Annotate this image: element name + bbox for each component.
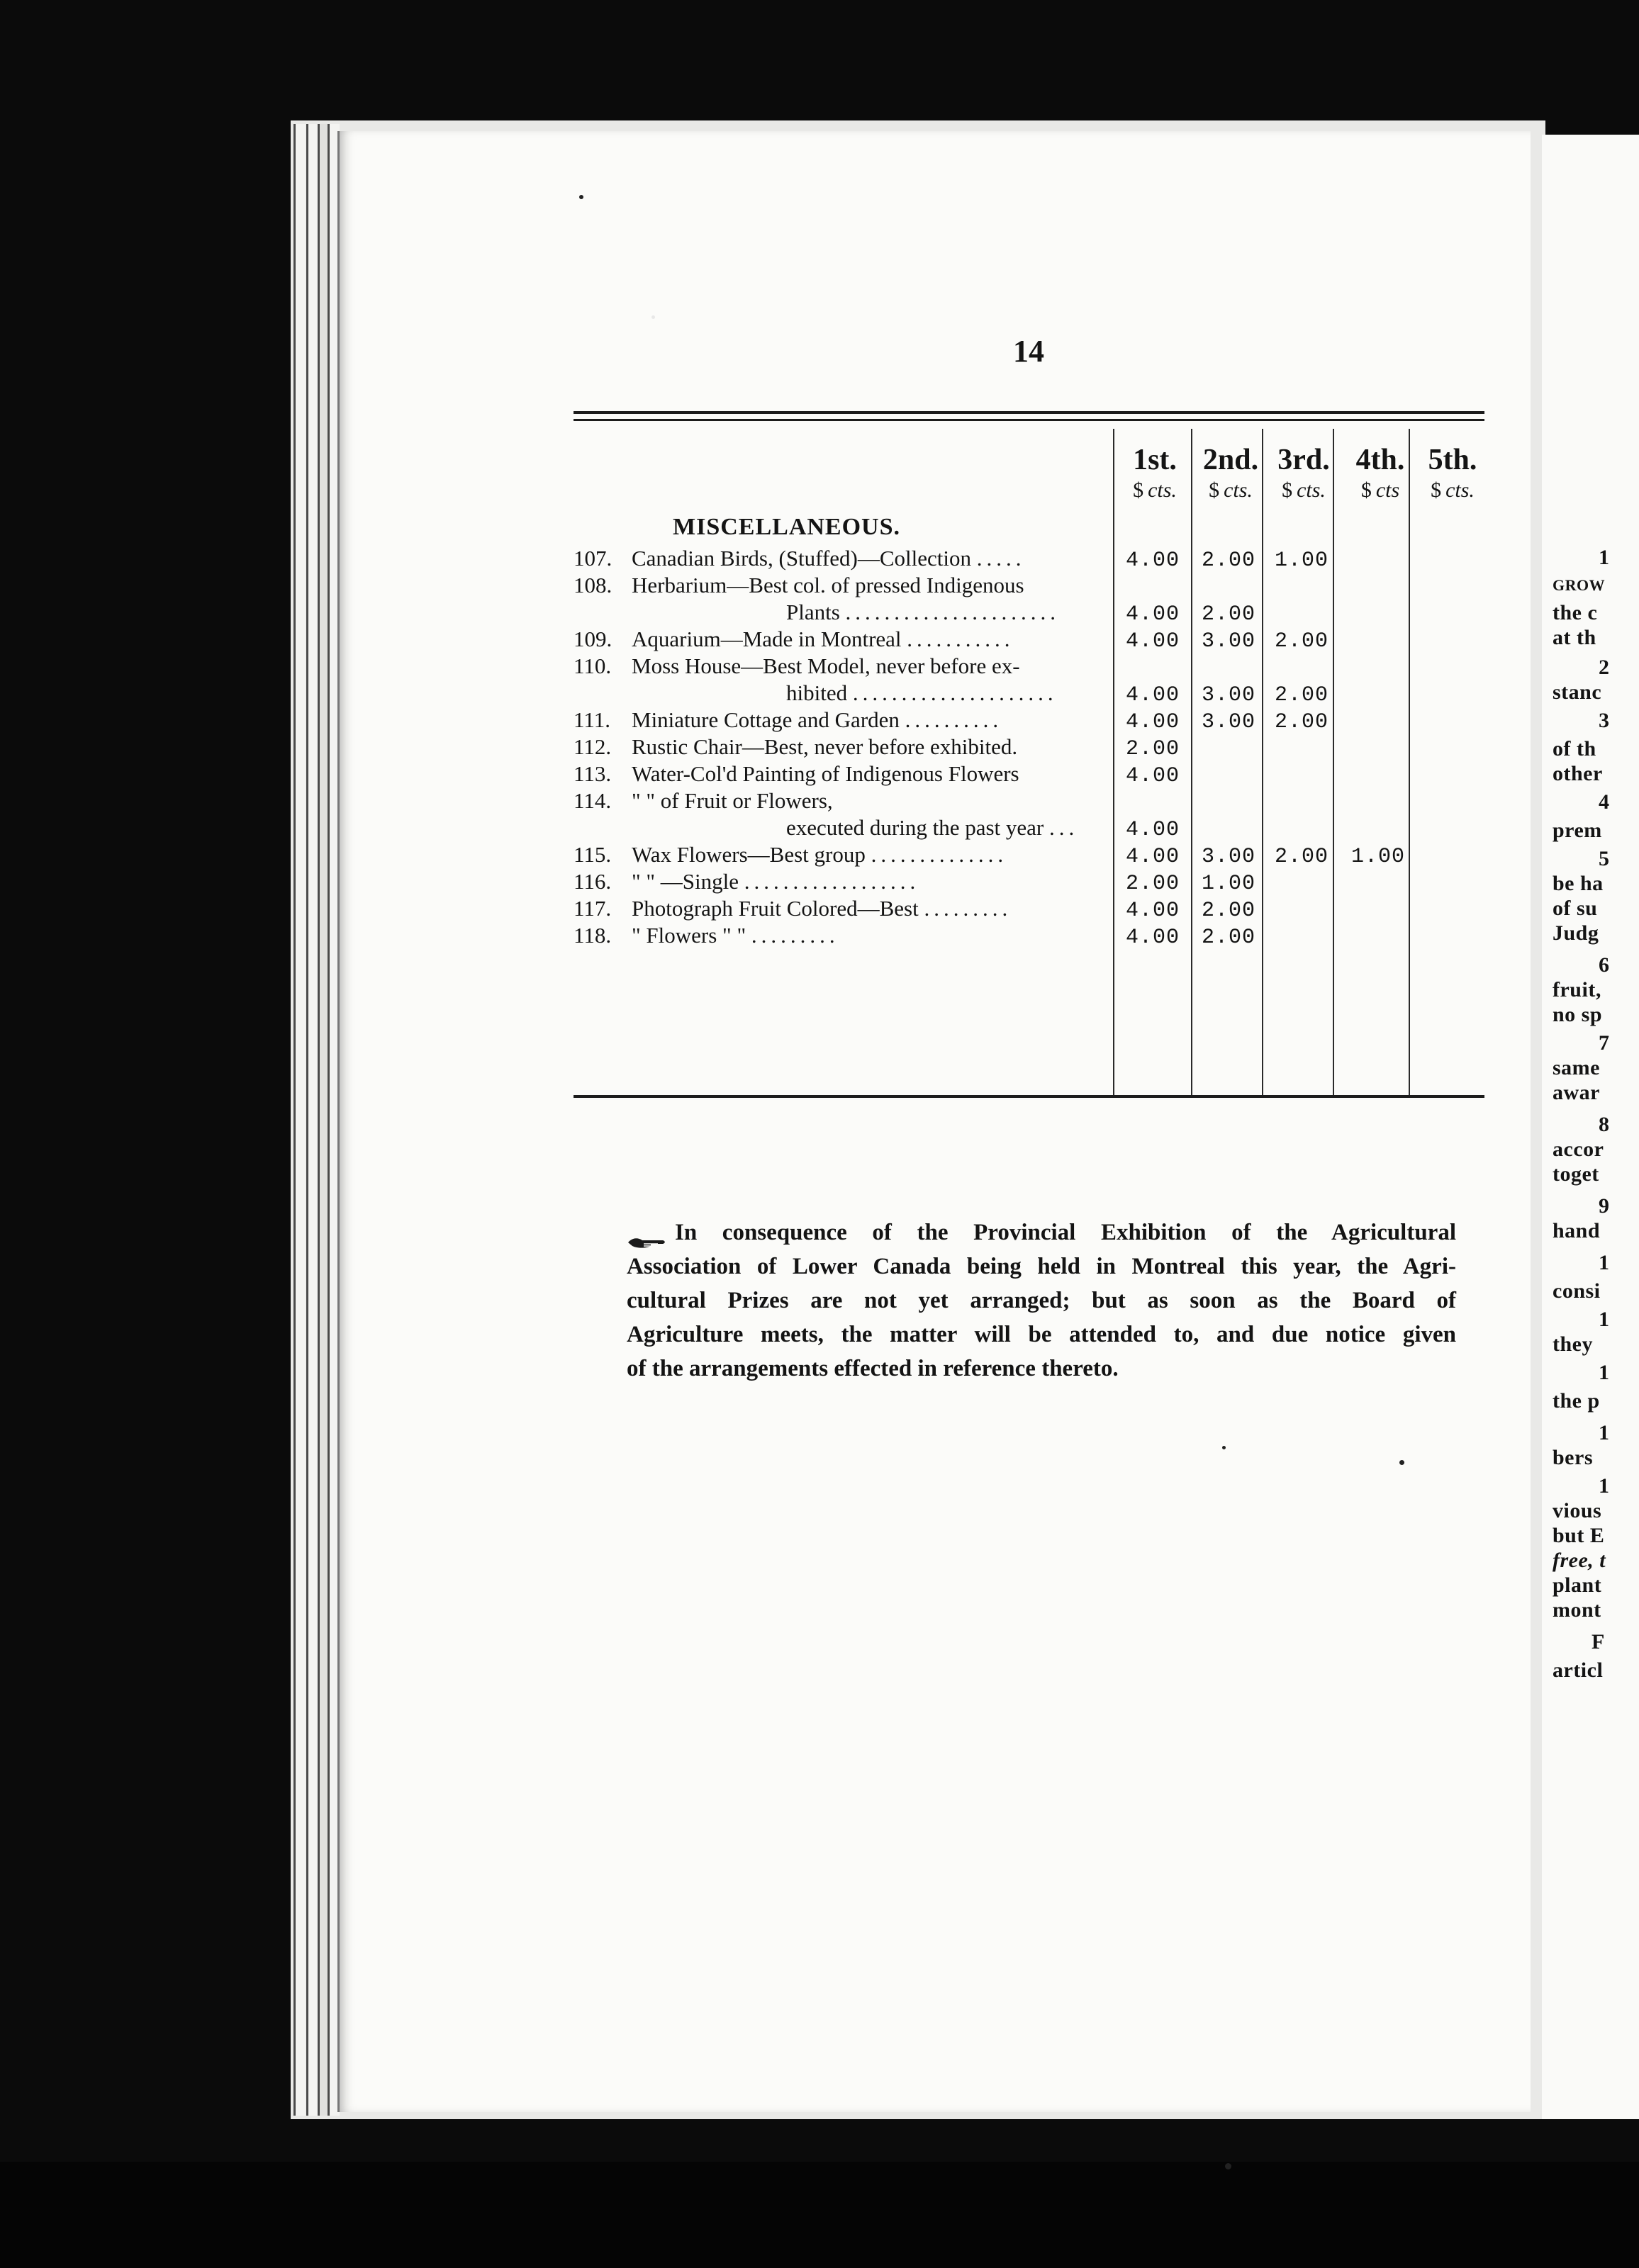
facing-page-text: 1 bbox=[1599, 1474, 1610, 1498]
table-row bbox=[574, 707, 1495, 734]
entry-number: 109. bbox=[574, 627, 612, 651]
note-text: In consequence of the Provincial Exhibition of the Agricultural bbox=[675, 1220, 1456, 1245]
facing-page-text: hand bbox=[1553, 1219, 1601, 1242]
table-row bbox=[574, 761, 1495, 788]
table-row bbox=[574, 815, 1495, 842]
dollar-sign: $ bbox=[1360, 478, 1372, 502]
entry-text: Canadian Birds, (Stuffed)—Collection bbox=[632, 546, 971, 571]
facing-page-text: accor bbox=[1553, 1138, 1604, 1161]
cents-label: cts. bbox=[1445, 478, 1475, 502]
pointing-hand-icon bbox=[627, 1226, 668, 1242]
facing-page-text: 7 bbox=[1599, 1031, 1610, 1055]
cents-label: cts. bbox=[1224, 478, 1253, 502]
prize-amount: 3.00 bbox=[1201, 629, 1255, 653]
column-header: 4th. bbox=[1355, 444, 1405, 476]
cents-label: cts. bbox=[1148, 478, 1177, 502]
facing-page-text: the p bbox=[1553, 1389, 1600, 1413]
entry-text: Plants bbox=[786, 600, 840, 624]
entry-text: hibited bbox=[786, 680, 848, 705]
prize-amount: 3.00 bbox=[1201, 710, 1255, 734]
facing-page-text: 8 bbox=[1599, 1113, 1610, 1136]
facing-page-text: no sp bbox=[1553, 1003, 1603, 1026]
facing-page-text: GROW bbox=[1553, 576, 1606, 594]
prize-amount: 4.00 bbox=[1125, 710, 1180, 734]
entry-number: 116. bbox=[574, 869, 612, 894]
table-row bbox=[574, 627, 1495, 653]
facing-page-text: Judg bbox=[1553, 921, 1599, 945]
table-row bbox=[574, 734, 1495, 761]
entry-text: Water-Col'd Painting of Indigenous Flowers bbox=[632, 761, 1019, 786]
cents-label: cts. bbox=[1297, 478, 1326, 502]
facing-page-text: plant bbox=[1553, 1573, 1602, 1597]
entry-number: 107. bbox=[574, 546, 612, 571]
facing-page-text: of su bbox=[1553, 897, 1598, 920]
entry-text: Rustic Chair—Best, never before exhibited. bbox=[632, 734, 1018, 759]
facing-page-text: same bbox=[1553, 1056, 1600, 1079]
dollar-sign: $ bbox=[1431, 478, 1442, 502]
leader-dots: .................. bbox=[744, 869, 920, 894]
facing-page-text: 2 bbox=[1599, 656, 1610, 679]
prize-amount: 1.00 bbox=[1350, 845, 1405, 869]
facing-page-text: 1 bbox=[1599, 1361, 1610, 1384]
scan-speck bbox=[579, 195, 583, 199]
prize-amount: 3.00 bbox=[1201, 845, 1255, 869]
facing-page-text: be ha bbox=[1553, 872, 1604, 895]
entry-number: 113. bbox=[574, 761, 612, 786]
note-text: cultural Prizes are not yet arranged; but as soon as the Board of bbox=[627, 1288, 1456, 1313]
leader-dots: ........... bbox=[907, 627, 1014, 651]
table-row bbox=[574, 653, 1495, 680]
column-unit bbox=[1341, 478, 1419, 503]
facing-page-text: articl bbox=[1553, 1658, 1604, 1682]
prize-amount: 1.00 bbox=[1274, 549, 1328, 573]
entry-number: 117. bbox=[574, 896, 612, 921]
note-line bbox=[627, 1352, 1456, 1386]
note-text: Agriculture meets, the matter will be attended to, and due notice given bbox=[627, 1322, 1456, 1347]
column-unit bbox=[1414, 478, 1492, 503]
agricultural-prizes-note bbox=[627, 1216, 1456, 1386]
table-row bbox=[574, 923, 1495, 950]
leader-dots: .......... bbox=[905, 707, 1003, 732]
scan-bottom-border bbox=[0, 2162, 1639, 2268]
prize-amount: 4.00 bbox=[1125, 818, 1180, 842]
facing-page-text: mont bbox=[1553, 1598, 1601, 1622]
facing-page-text: 4 bbox=[1599, 790, 1610, 814]
prize-amount: 2.00 bbox=[1201, 549, 1255, 573]
prize-amount: 2.00 bbox=[1201, 899, 1255, 923]
facing-page-text: stanc bbox=[1553, 680, 1602, 704]
facing-page-text: free, t bbox=[1553, 1549, 1606, 1572]
facing-page-text: 9 bbox=[1599, 1194, 1610, 1218]
table-row bbox=[574, 680, 1495, 707]
facing-page-text: prem bbox=[1553, 819, 1602, 842]
prize-amount: 1.00 bbox=[1201, 872, 1255, 896]
column-unit bbox=[1116, 478, 1194, 503]
prize-amount: 4.00 bbox=[1125, 549, 1180, 573]
facing-page-text: 5 bbox=[1599, 847, 1610, 870]
note-text: of the arrangements effected in reference thereto. bbox=[627, 1356, 1119, 1381]
note-line bbox=[627, 1216, 1456, 1250]
prize-amount: 4.00 bbox=[1125, 845, 1180, 869]
entry-text: Wax Flowers—Best group bbox=[632, 842, 866, 867]
prize-amount: 2.00 bbox=[1125, 737, 1180, 761]
entry-number: 114. bbox=[574, 788, 612, 813]
facing-page-text: 3 bbox=[1599, 709, 1610, 732]
dollar-sign: $ bbox=[1133, 478, 1144, 502]
note-text: Association of Lower Canada being held in Montreal this year, the Agri- bbox=[627, 1254, 1456, 1279]
facing-page-text: 1 bbox=[1599, 1421, 1610, 1444]
entry-number: 118. bbox=[574, 923, 612, 948]
facing-page-text: toget bbox=[1553, 1162, 1599, 1186]
scan-speck bbox=[1222, 1446, 1226, 1449]
table-row bbox=[574, 546, 1495, 573]
note-line bbox=[627, 1284, 1456, 1318]
entry-text: Photograph Fruit Colored—Best bbox=[632, 896, 919, 921]
facing-page-text: consi bbox=[1553, 1279, 1601, 1303]
column-header: 2nd. bbox=[1202, 444, 1259, 476]
cents-label: cts bbox=[1375, 478, 1400, 502]
column-unit bbox=[1265, 478, 1343, 503]
prize-amount: 4.00 bbox=[1125, 683, 1180, 707]
entry-number: 111. bbox=[574, 707, 610, 732]
facing-page-text: F bbox=[1592, 1630, 1605, 1654]
facing-page-text: bers bbox=[1553, 1446, 1593, 1469]
facing-page-text: vious bbox=[1553, 1499, 1602, 1522]
leader-dots: ......... bbox=[751, 923, 839, 948]
leader-dots: ... bbox=[1049, 815, 1079, 840]
prize-amount: 4.00 bbox=[1125, 926, 1180, 950]
entry-text: " Flowers " " bbox=[632, 923, 746, 948]
facing-page-text: the c bbox=[1553, 601, 1598, 624]
entry-number: 115. bbox=[574, 842, 612, 867]
prize-amount: 2.00 bbox=[1125, 872, 1180, 896]
scan-speck bbox=[1225, 2163, 1231, 2169]
prize-amount: 2.00 bbox=[1274, 683, 1328, 707]
entry-number: 108. bbox=[574, 573, 612, 597]
column-unit bbox=[1192, 478, 1270, 503]
prize-amount: 4.00 bbox=[1125, 602, 1180, 627]
prize-amount: 4.00 bbox=[1125, 629, 1180, 653]
table-row bbox=[574, 600, 1495, 627]
facing-page-text: 1 bbox=[1599, 546, 1610, 569]
entry-text: Aquarium—Made in Montreal bbox=[632, 627, 902, 651]
prize-table bbox=[340, 131, 1531, 1123]
facing-page-text: 1 bbox=[1599, 1308, 1610, 1331]
facing-page-text: awar bbox=[1553, 1081, 1600, 1104]
scan-speck bbox=[651, 315, 655, 319]
entry-text: executed during the past year bbox=[786, 815, 1044, 840]
facing-page-text: but E bbox=[1553, 1524, 1605, 1547]
book-page bbox=[337, 131, 1531, 2112]
facing-page-text: of th bbox=[1553, 737, 1596, 760]
facing-page-text: 1 bbox=[1599, 1251, 1610, 1274]
note-line bbox=[627, 1250, 1456, 1284]
entry-description bbox=[632, 653, 1202, 679]
dollar-sign: $ bbox=[1209, 478, 1220, 502]
facing-page bbox=[1542, 135, 1639, 2119]
table-bottom-rule bbox=[574, 1095, 1484, 1098]
column-header: 1st. bbox=[1133, 444, 1177, 476]
entry-text: Miniature Cottage and Garden bbox=[632, 707, 900, 732]
dollar-sign: $ bbox=[1282, 478, 1293, 502]
leader-dots: ...................... bbox=[845, 600, 1061, 624]
prize-amount: 2.00 bbox=[1274, 845, 1328, 869]
facing-page-text: they bbox=[1553, 1332, 1593, 1356]
prize-amount: 2.00 bbox=[1201, 602, 1255, 627]
facing-page-text: at th bbox=[1553, 626, 1596, 649]
prize-amount: 2.00 bbox=[1274, 710, 1328, 734]
entry-number: 112. bbox=[574, 734, 612, 759]
entry-text: " " of Fruit or Flowers, bbox=[632, 788, 833, 813]
prize-amount: 3.00 bbox=[1201, 683, 1255, 707]
leader-dots: ......... bbox=[924, 896, 1012, 921]
entry-description bbox=[632, 573, 1202, 598]
note-line bbox=[627, 1318, 1456, 1352]
leader-dots: .............. bbox=[871, 842, 1008, 867]
prize-amount: 2.00 bbox=[1274, 629, 1328, 653]
entry-text: Herbarium—Best col. of pressed Indigenous bbox=[632, 573, 1024, 597]
table-row bbox=[574, 896, 1495, 923]
page-edge bbox=[306, 124, 318, 2116]
page-number: 14 bbox=[1013, 334, 1044, 369]
section-title: MISCELLANEOUS. bbox=[673, 514, 901, 540]
entry-text: Moss House—Best Model, never before ex- bbox=[632, 653, 1020, 678]
table-row bbox=[574, 869, 1495, 896]
leader-dots: ..... bbox=[976, 546, 1026, 571]
leader-dots: ..................... bbox=[852, 680, 1058, 705]
prize-amount: 4.00 bbox=[1125, 764, 1180, 788]
facing-page-text: other bbox=[1553, 762, 1603, 785]
entry-text: " " —Single bbox=[632, 869, 739, 894]
column-header: 5th. bbox=[1428, 444, 1477, 476]
prize-amount: 4.00 bbox=[1125, 899, 1180, 923]
facing-page-text: 6 bbox=[1599, 953, 1610, 977]
table-row bbox=[574, 573, 1495, 600]
prize-amount: 2.00 bbox=[1201, 926, 1255, 950]
facing-page-text: fruit, bbox=[1553, 978, 1601, 1001]
scan-speck bbox=[1399, 1460, 1404, 1465]
entry-description bbox=[632, 788, 1202, 814]
entry-number: 110. bbox=[574, 653, 612, 678]
page-edge bbox=[293, 124, 306, 2116]
column-header: 3rd. bbox=[1277, 444, 1330, 476]
table-row bbox=[574, 788, 1495, 815]
